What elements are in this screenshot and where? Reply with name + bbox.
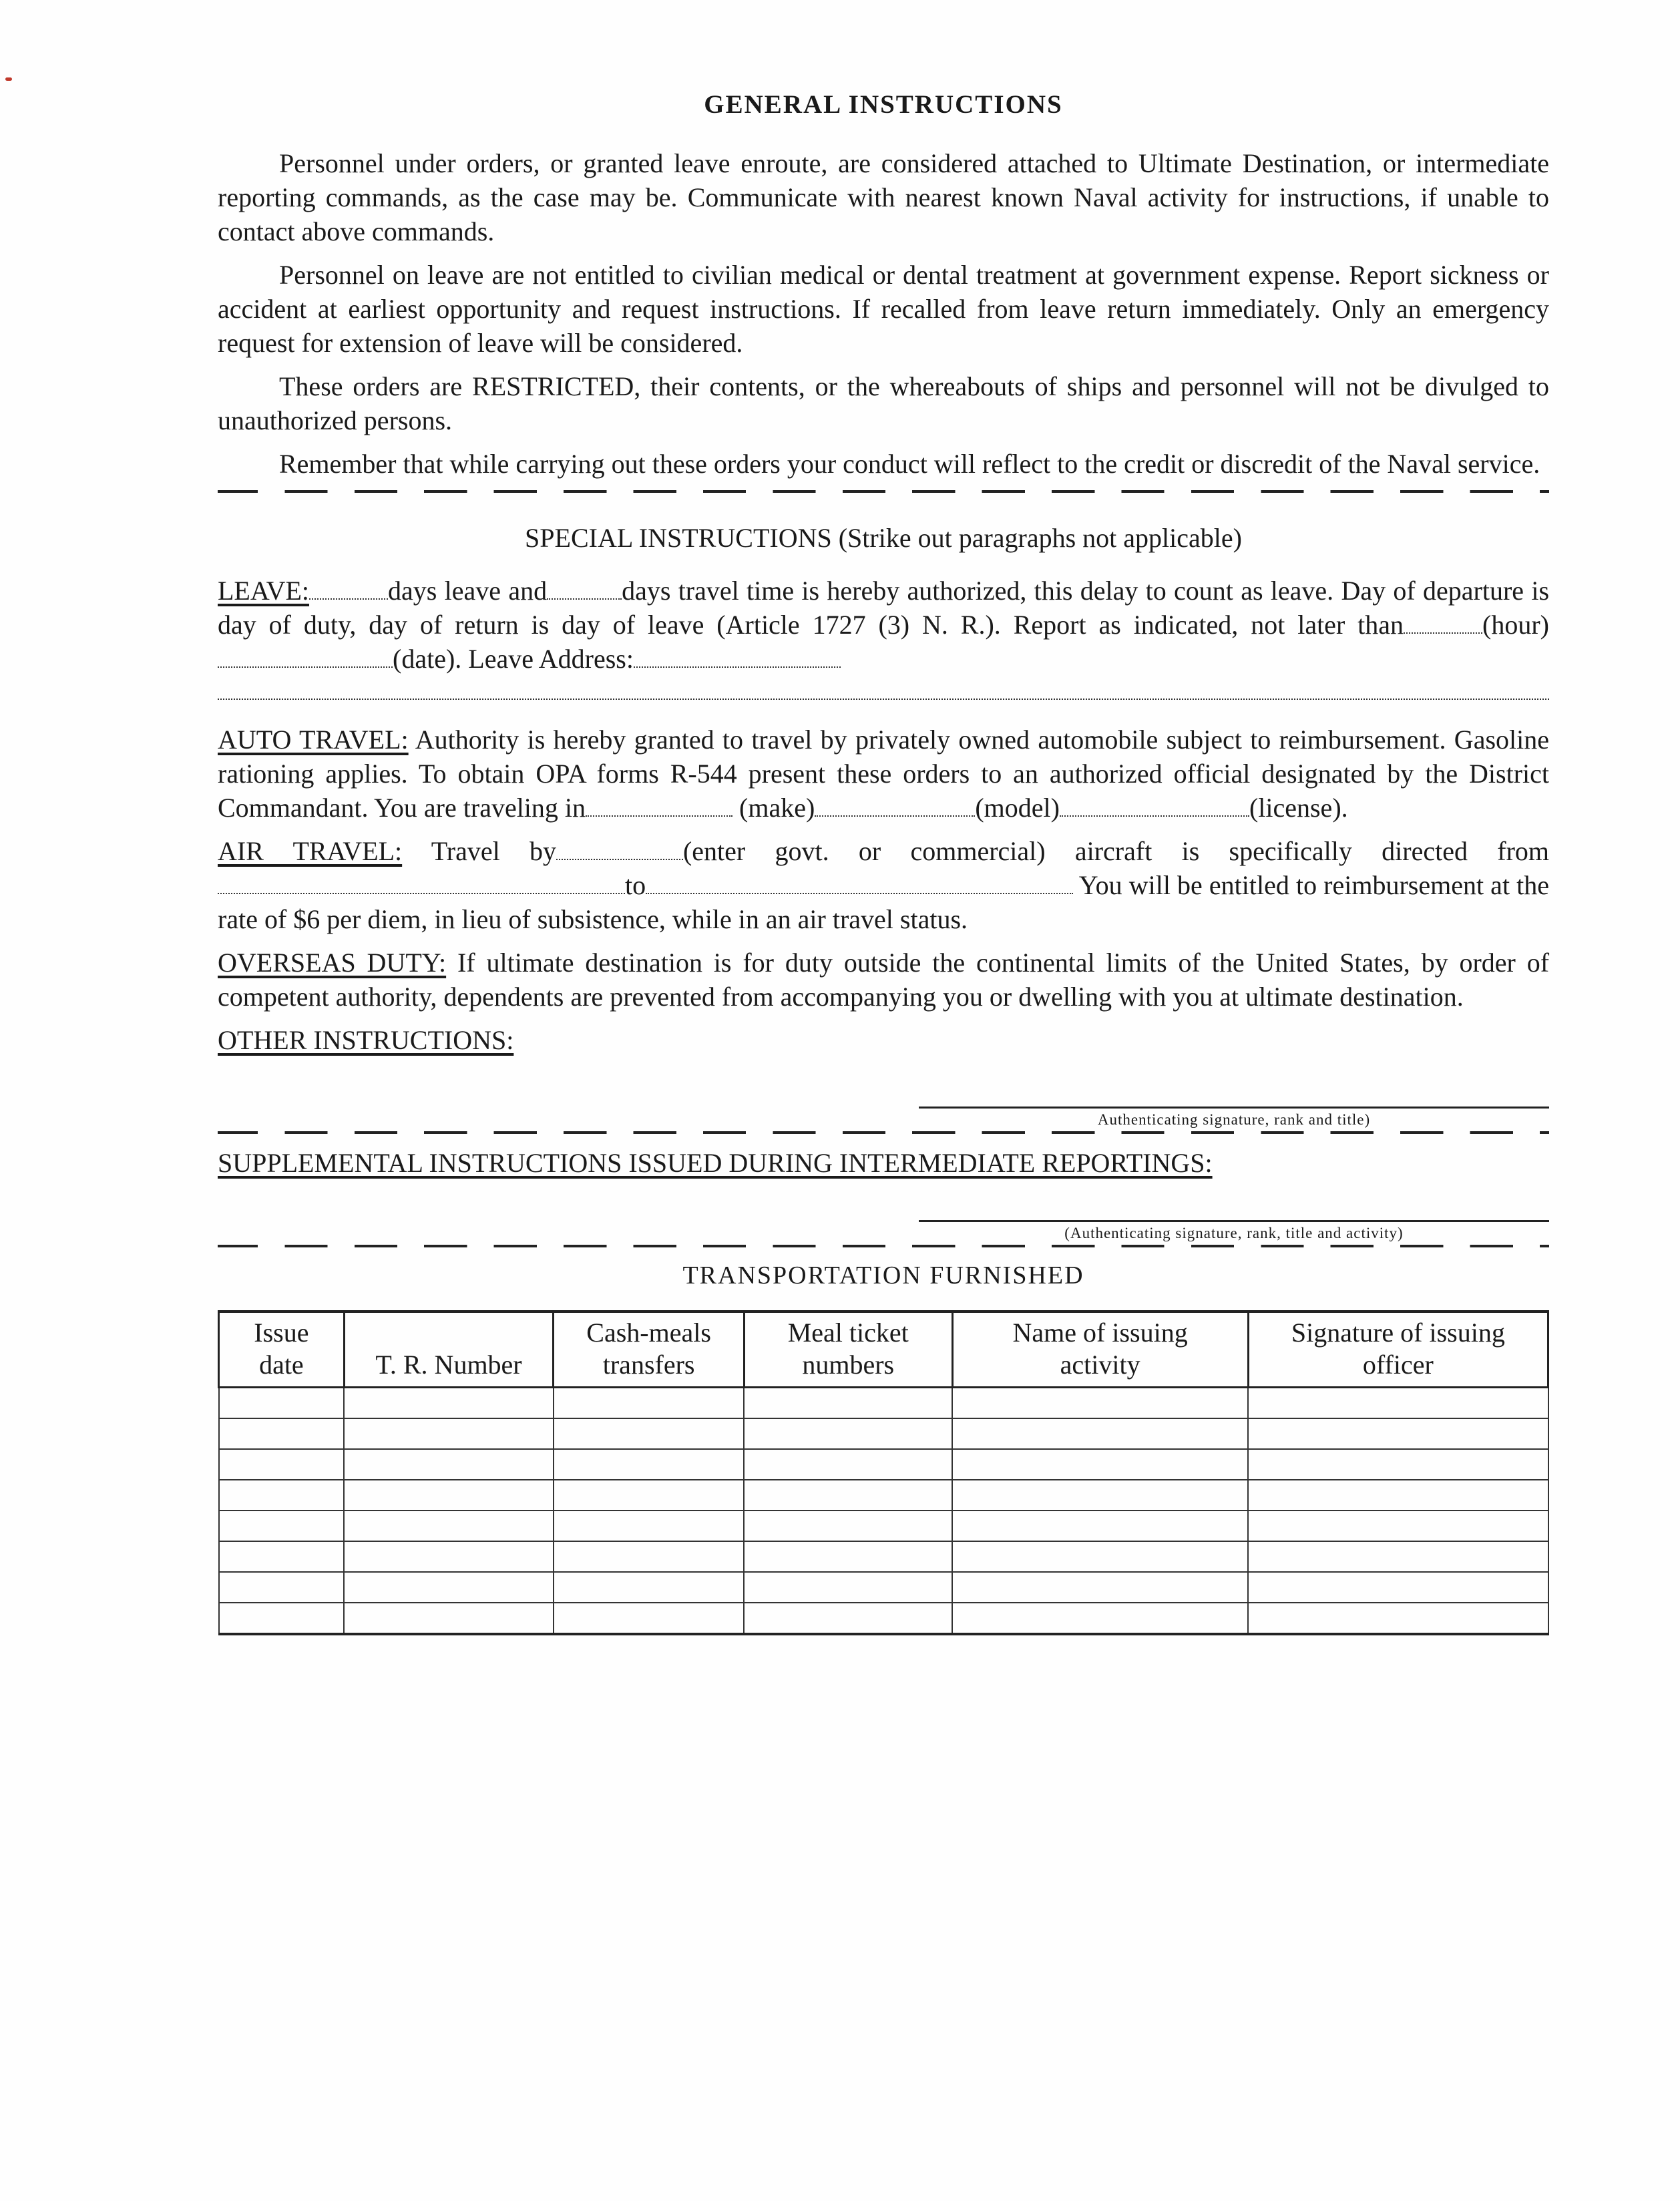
table-cell[interactable]	[744, 1511, 952, 1541]
air-travel-to-label: to	[625, 870, 646, 900]
table-header-row	[219, 1312, 1548, 1388]
leave-paragraph	[218, 574, 1549, 676]
table-cell[interactable]	[554, 1388, 745, 1419]
air-from-field[interactable]	[218, 873, 625, 894]
special-instructions-title: SPECIAL INSTRUCTIONS (Strike out paragraphs not applicable)	[525, 523, 1242, 553]
leave-text-3: (hour)	[1482, 610, 1549, 640]
general-paragraph-1: Personnel under orders, or granted leave enroute, are considered attached to Ultimate Destination, or intermediate reporting commands, as the case may be. Communicate with nearest known Naval activity for instructions, if unable to contact above commands.	[218, 148, 1549, 246]
table-cell[interactable]	[1248, 1449, 1548, 1480]
table-cell[interactable]	[219, 1418, 345, 1449]
table-cell[interactable]	[952, 1388, 1248, 1419]
dashed-divider	[218, 1245, 1549, 1247]
dashed-divider	[218, 1131, 1549, 1134]
air-travel-paragraph	[218, 834, 1549, 936]
table-cell[interactable]	[344, 1511, 554, 1541]
auto-travel-text-1: Authority is hereby granted to travel by privately owned automobile subject to reimbursement. Gasoline rationing applies. To obtain OPA forms R-544 present these orders to an authorized official designated by the District Commandant. You are traveling in	[218, 725, 1549, 823]
table-cell[interactable]	[344, 1418, 554, 1449]
table-row	[219, 1449, 1548, 1480]
air-travel-text-4: You will be entitled to reimbursement at the rate of $6 per diem, in lieu of subsistence, while in an air travel status.	[218, 870, 1550, 934]
authenticating-signature-line[interactable]	[919, 1107, 1549, 1129]
other-instructions-space[interactable]	[218, 1057, 1549, 1107]
leave-text-2: days travel time is hereby authorized, this delay to count as leave. Day of departure is day of duty, day of return is day of leave (Article 1727 (3) N. R.). Report as indicated, not later than	[218, 576, 1550, 640]
table-cell[interactable]	[1248, 1418, 1548, 1449]
transportation-table	[218, 1310, 1549, 1635]
supplemental-instructions-heading: SUPPLEMENTAL INSTRUCTIONS ISSUED DURING INTERMEDIATE REPORTINGS:	[218, 1148, 1213, 1178]
leave-days-field[interactable]	[309, 578, 388, 600]
table-cell[interactable]	[744, 1388, 952, 1419]
air-travel-text-2: (enter govt. or commercial) aircraft is specifically directed from	[682, 836, 1550, 866]
air-travel-text-1: Travel by	[431, 836, 556, 866]
table-cell[interactable]	[344, 1480, 554, 1511]
table-cell[interactable]	[344, 1572, 554, 1603]
table-cell[interactable]	[344, 1388, 554, 1419]
air-carrier-field[interactable]	[556, 839, 683, 860]
col-issuing-activity: Name of issuing activity	[952, 1312, 1248, 1388]
table-cell[interactable]	[744, 1480, 952, 1511]
table-cell[interactable]	[744, 1449, 952, 1480]
form-page	[218, 80, 1549, 1635]
table-cell[interactable]	[554, 1511, 745, 1541]
table-cell[interactable]	[219, 1480, 345, 1511]
vehicle-field[interactable]	[586, 795, 732, 817]
table-cell[interactable]	[744, 1603, 952, 1634]
table-row	[219, 1480, 1548, 1511]
other-instructions-line	[218, 1023, 1549, 1057]
table-cell[interactable]	[344, 1541, 554, 1572]
col-cash-meals-transfers: Cash-meals transfers	[554, 1312, 745, 1388]
air-to-field[interactable]	[646, 873, 1073, 894]
supplemental-instructions-title	[218, 1147, 1549, 1179]
table-cell[interactable]	[952, 1511, 1248, 1541]
overseas-duty-paragraph	[218, 946, 1549, 1014]
table-cell[interactable]	[1248, 1388, 1548, 1419]
table-cell[interactable]	[952, 1541, 1248, 1572]
other-instructions-heading: OTHER INSTRUCTIONS:	[218, 1025, 514, 1055]
table-cell[interactable]	[554, 1449, 745, 1480]
table-cell[interactable]	[952, 1480, 1248, 1511]
general-paragraph-2: Personnel on leave are not entitled to civilian medical or dental treatment at government expense. Report sickness or accident at earliest opportunity and request instructions. If recalled from leave return immediately. Only an emergency request for extension of leave will be considered.	[218, 260, 1549, 358]
table-cell[interactable]	[219, 1388, 345, 1419]
table-cell[interactable]	[219, 1541, 345, 1572]
table-cell[interactable]	[744, 1572, 952, 1603]
leave-address-field[interactable]	[634, 646, 841, 668]
col-tr-number: T. R. Number	[344, 1312, 554, 1388]
table-cell[interactable]	[744, 1541, 952, 1572]
table-cell[interactable]	[744, 1418, 952, 1449]
table-cell[interactable]	[554, 1480, 745, 1511]
leave-text-4: (date). Leave Address:	[393, 644, 634, 674]
table-row	[219, 1541, 1548, 1572]
supplemental-signature-caption: (Authenticating signature, rank, title and activity)	[1064, 1225, 1404, 1241]
auto-travel-make-label: (make)	[739, 793, 815, 823]
col-meal-ticket-numbers: Meal ticket numbers	[744, 1312, 952, 1388]
col-issue-date: Issue date	[219, 1312, 345, 1388]
table-cell[interactable]	[344, 1449, 554, 1480]
general-paragraph-3: These orders are RESTRICTED, their contents, or the whereabouts of ships and personnel will not be divulged to unauthorized persons.	[218, 371, 1549, 435]
table-cell[interactable]	[344, 1603, 554, 1634]
auto-travel-paragraph	[218, 723, 1549, 825]
auto-travel-model-label: (model)	[975, 793, 1060, 823]
general-paragraph-4: Remember that while carrying out these orders your conduct will reflect to the credit or discredit of the Naval service.	[279, 449, 1540, 479]
table-cell[interactable]	[554, 1603, 745, 1634]
table-row	[219, 1572, 1548, 1603]
col-issuing-officer-signature: Signature of issuing officer	[1248, 1312, 1548, 1388]
red-ink-speck	[5, 77, 12, 81]
table-row	[219, 1388, 1548, 1419]
table-row	[219, 1418, 1548, 1449]
general-instructions-title: GENERAL INSTRUCTIONS	[704, 90, 1063, 119]
table-cell[interactable]	[952, 1449, 1248, 1480]
table-cell[interactable]	[219, 1603, 345, 1634]
table-cell[interactable]	[554, 1541, 745, 1572]
report-hour-field[interactable]	[1404, 612, 1482, 634]
table-row	[219, 1603, 1548, 1634]
dashed-divider	[218, 490, 1549, 493]
air-travel-heading: AIR TRAVEL:	[218, 836, 403, 866]
leave-address-field-line-2[interactable]	[218, 685, 1549, 700]
overseas-duty-heading: OVERSEAS DUTY:	[218, 948, 447, 978]
overseas-duty-text: If ultimate destination is for duty outside the continental limits of the United States, by order of competent authority, dependents are prevented from accompanying you or dwelling with you at ultimate destination.	[218, 948, 1550, 1012]
table-cell[interactable]	[1248, 1603, 1548, 1634]
supplemental-signature-line[interactable]	[919, 1220, 1549, 1242]
table-cell[interactable]	[554, 1418, 745, 1449]
table-row	[219, 1511, 1548, 1541]
table-cell[interactable]	[219, 1511, 345, 1541]
vehicle-model-field[interactable]	[1060, 795, 1249, 817]
travel-days-field[interactable]	[547, 578, 622, 600]
table-cell[interactable]	[219, 1449, 345, 1480]
transportation-furnished-title: TRANSPORTATION FURNISHED	[682, 1261, 1084, 1289]
table-cell[interactable]	[952, 1572, 1248, 1603]
vehicle-make-field[interactable]	[815, 795, 975, 817]
leave-text-1: days leave and	[388, 576, 548, 606]
table-cell[interactable]	[1248, 1511, 1548, 1541]
leave-heading: LEAVE:	[218, 576, 310, 606]
auto-travel-license-label: (license).	[1249, 793, 1348, 823]
transportation-table-body	[219, 1388, 1548, 1635]
table-cell[interactable]	[1248, 1541, 1548, 1572]
table-cell[interactable]	[219, 1572, 345, 1603]
report-date-field[interactable]	[218, 646, 393, 668]
table-cell[interactable]	[1248, 1480, 1548, 1511]
table-cell[interactable]	[554, 1572, 745, 1603]
table-cell[interactable]	[952, 1418, 1248, 1449]
auto-travel-heading: AUTO TRAVEL:	[218, 725, 409, 755]
authenticating-signature-caption: Authenticating signature, rank and title)	[1097, 1111, 1371, 1128]
table-cell[interactable]	[952, 1603, 1248, 1634]
table-cell[interactable]	[1248, 1572, 1548, 1603]
